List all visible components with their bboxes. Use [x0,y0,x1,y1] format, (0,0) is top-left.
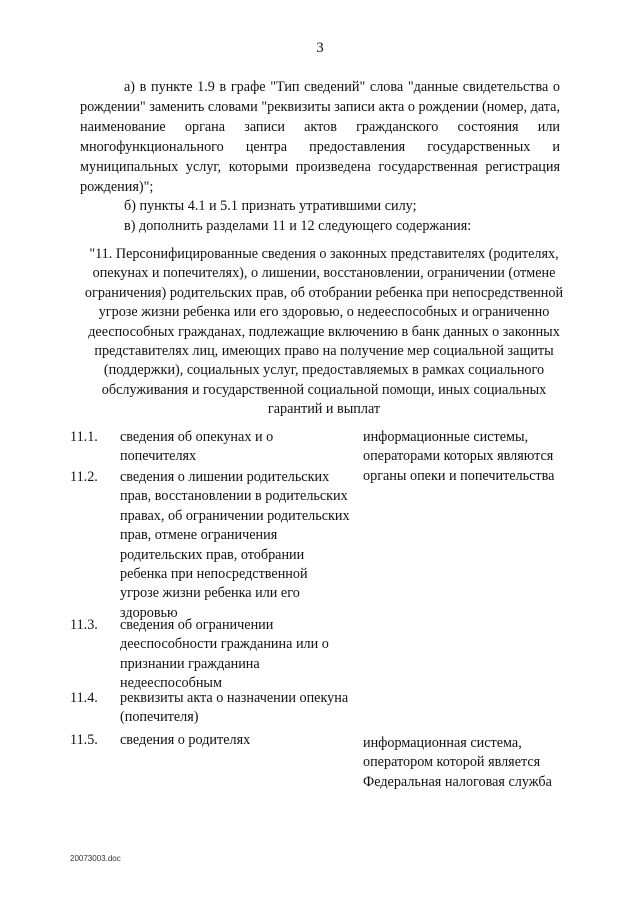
row-description: сведения об опекунах и о попечителях [120,429,274,465]
row-description: реквизиты акта о назначении опекуна (попечителя) [120,690,349,726]
row-description: сведения о лишении родительских прав, восстановлении в родительских правах, об ограничении родительских прав, отмене ограничения родительских прав, отобрании ребенка при непосредственной угрозе жизни ребенка или его здоровью [120,469,350,621]
source-guardianship-systems: информационные системы, операторами которых являются органы опеки и попечительства [363,429,555,484]
paragraph-a: а) в пункте 1.9 в графе "Тип сведений" слова "данные свидетельства о рождении" заменить словами "реквизиты записи акта о рождении (номер, дата, наименование органа записи актов гражданского состояния или многофункционального центра предоставления государственных и муниципальных услуг, которыми произведена государственная регистрация рождения)"; [80,79,560,195]
row-number: 11.1. [70,429,98,445]
paragraph-b: б) пункты 4.1 и 5.1 признать утратившими силу; [124,198,417,214]
row-number: 11.5. [70,732,98,748]
row-description: сведения о родителях [120,732,251,748]
page-number: 3 [316,40,324,56]
paragraph-c: в) дополнить разделами 11 и 12 следующего содержания: [124,218,472,234]
row-number: 11.4. [70,690,98,706]
row-number: 11.3. [70,617,98,633]
source-tax-service-system: информационная система, оператором которой является Федеральная налоговая служба [363,735,552,790]
file-name-footer: 20073003.doc [70,854,121,863]
row-number: 11.2. [70,469,98,485]
section-11-title: "11. Персонифицированные сведения о законных представителях (родителях, опекунах и попечителях), о лишении, восстановлении, ограничении (отмене ограничения) родительских прав, об отобрании ребенка при непосредственной угрозе жизни ребенка или его здоровью, о недееспособных и ограниченно дееспособных гражданах, подлежащие включению в банк данных о законных представителях лиц, имеющих право на получение мер социальной защиты (поддержки), социальных услуг, предоставляемых в рамках социального обслуживания и государственной социальной помощи, иных социальных гарантий и выплат [84,246,564,418]
row-description: сведения об ограничении дееспособности гражданина или о признании гражданина недееспособным [120,617,329,692]
